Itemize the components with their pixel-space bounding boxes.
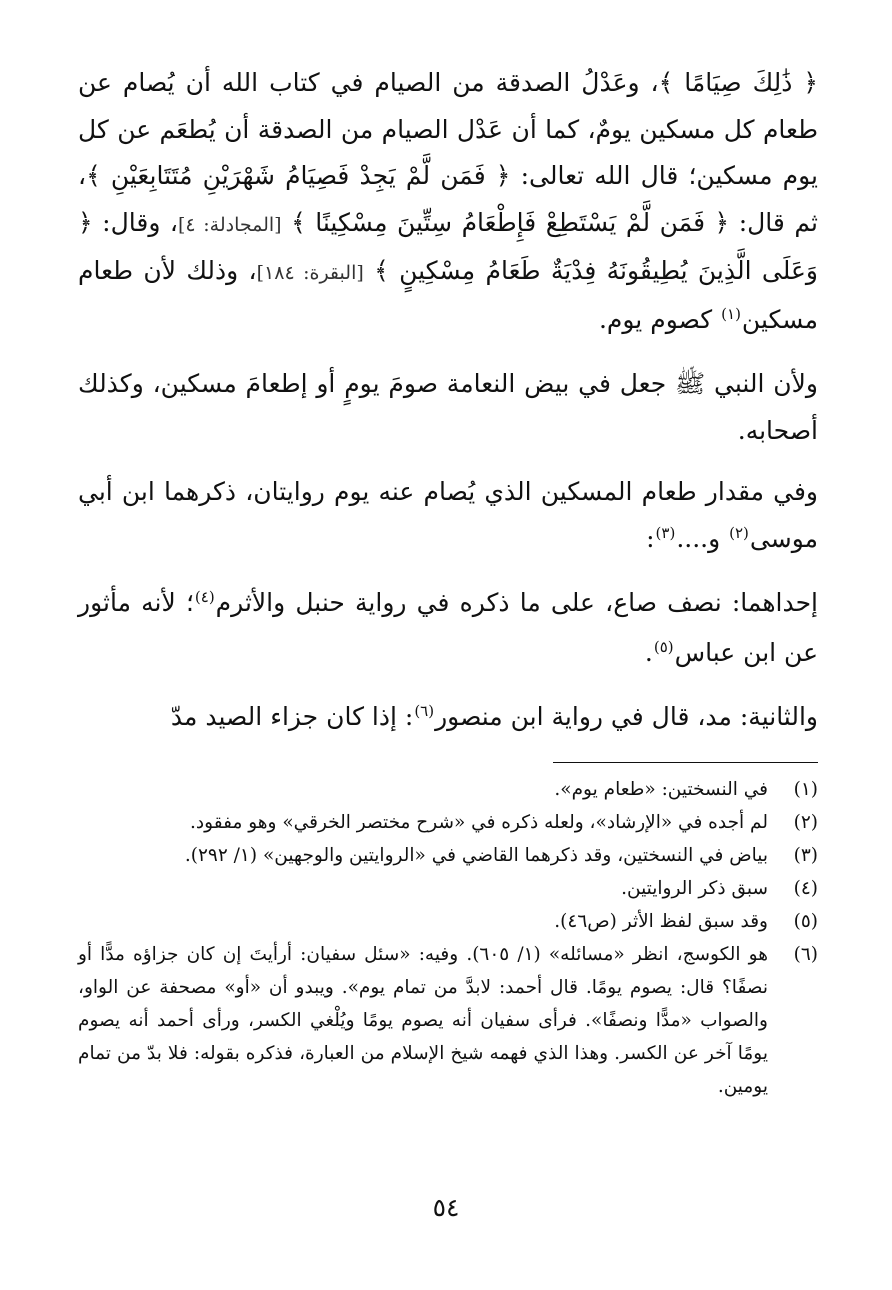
footnote-text: بياض في النسختين، وقد ذكرهما القاضي في «الروايتين والوجهين» (١/ ٢٩٢). (184, 844, 768, 866)
paragraph-2: ولأن النبي ﷺ جعل في بيض النعامة صومَ يومٍ أو إطعامَ مسكين، وكذلك أصحابه. (78, 369, 818, 445)
footnote-number: (٣) (793, 844, 818, 866)
footnote-ref-6[interactable]: (٦) (414, 702, 435, 720)
footnote-ref-4[interactable]: (٤) (194, 588, 215, 606)
footnote-text: وقد سبق لفظ الأثر (ص٤٦). (554, 910, 768, 932)
text-run: كصوم يوم. (598, 304, 721, 334)
text-run: ، وعَدْلُ الصدقة من الصيام في كتاب الله أن يُصام عن طعام كل مسكين يومٌ، كما أن عَدْل الصيام من الصدقة أن يُطعَم عن كل يوم مسكين؛ قال الله تعالى: (78, 68, 818, 190)
footnote-divider (553, 762, 818, 763)
paragraph-3 (78, 469, 818, 565)
text-run: ؛ لأنه مأثور عن ابن عباس (78, 588, 818, 667)
quran-quote: ﴿ فَمَن لَّمْ يَسْتَطِعْ فَإِطْعَامُ سِتِّينَ مِسْكِينًا ﴾ (291, 207, 730, 237)
page-content (78, 60, 818, 1103)
footnote-text: سبق ذكر الروايتين. (621, 877, 768, 899)
footnote-text: في النسختين: «طعام يوم». (554, 778, 768, 800)
text-run: ، ثم قال: (78, 161, 818, 237)
footnote-1 (78, 773, 818, 806)
text-run: و.... (676, 523, 729, 553)
footnote-number: (٢) (793, 811, 818, 833)
footnote-number: (٥) (793, 910, 818, 932)
text-run: : (646, 523, 655, 553)
footnote-number: (١) (793, 778, 818, 800)
surah-reference: [المجادلة: ٤] (177, 213, 282, 236)
footnote-6 (78, 938, 818, 1103)
surah-reference: [البقرة: ١٨٤] (256, 262, 364, 284)
text-run: إحداهما: نصف صاع، على ما ذكره في رواية حنبل والأثرم (215, 588, 818, 617)
footnote-number: (٤) (793, 877, 818, 899)
page-number: ٥٤ (432, 1193, 460, 1222)
footnote-3 (78, 839, 818, 872)
footnote-4 (78, 872, 818, 905)
paragraph-5 (78, 694, 818, 744)
footnote-2 (78, 806, 818, 839)
footnote-5 (78, 905, 818, 938)
quran-quote: ﴿ ذَٰلِكَ صِيَامًا ﴾ (658, 68, 819, 97)
footnote-ref-1[interactable]: (١) (721, 304, 741, 323)
quran-quote: ﴿ فَمَن لَّمْ يَجِدْ فَصِيَامُ شَهْرَيْنِ مُتَتَابِعَيْنِ ﴾ (86, 161, 511, 190)
footnotes (78, 773, 818, 1103)
text-run: ، وقال: (92, 207, 178, 237)
paragraph-4 (78, 580, 818, 679)
text-run: : إذا كان جزاء الصيد مدّ (170, 702, 414, 731)
quran-quote: ﴿ وَعَلَى الَّذِينَ يُطِيقُونَهُ فِدْيَةٌ طَعَامُ مِسْكِينٍ ﴾ (78, 207, 818, 285)
footnote-number: (٦) (793, 943, 818, 965)
text-run: والثانية: مد، قال في رواية ابن منصور (435, 702, 818, 731)
footnote-ref-3[interactable]: (٣) (655, 523, 676, 542)
text-run: وفي مقدار طعام المسكين الذي يُصام عنه يوم روايتان، ذكرهما ابن أبي موسى (78, 477, 818, 553)
text-run: ، وذلك لأن طعام مسكين (78, 256, 818, 334)
paragraph-1 (78, 60, 818, 346)
footnote-text: هو الكوسج، انظر «مسائله» (١/ ٦٠٥). وفيه: «سئل سفيان: أرأيتَ إن كان جزاؤه مدًّا أو نصفًا؟ قال: يصوم يومًا. قال أحمد: لابدَّ من تمام يوم». ويبدو أن «أو» مصحفة عن الواو، والصواب «مدًّا ونصفًا». فرأى سفيان أنه يصوم يومًا ويُلْغي الكسر، ورأى أحمد أنه يصوم يومًا آخر عن الكسر. وهذا الذي فهمه شيخ الإسلام من العبارة، فذكره بقوله: فلا بدّ من تمام يومين. (78, 943, 768, 1097)
footnote-ref-5[interactable]: (٥) (653, 637, 674, 656)
footnote-text: لم أجده في «الإرشاد»، ولعله ذكره في «شرح مختصر الخرقي» وهو مفقود. (190, 811, 768, 833)
footnote-ref-2[interactable]: (٢) (729, 523, 749, 542)
text-run: . (644, 637, 653, 667)
